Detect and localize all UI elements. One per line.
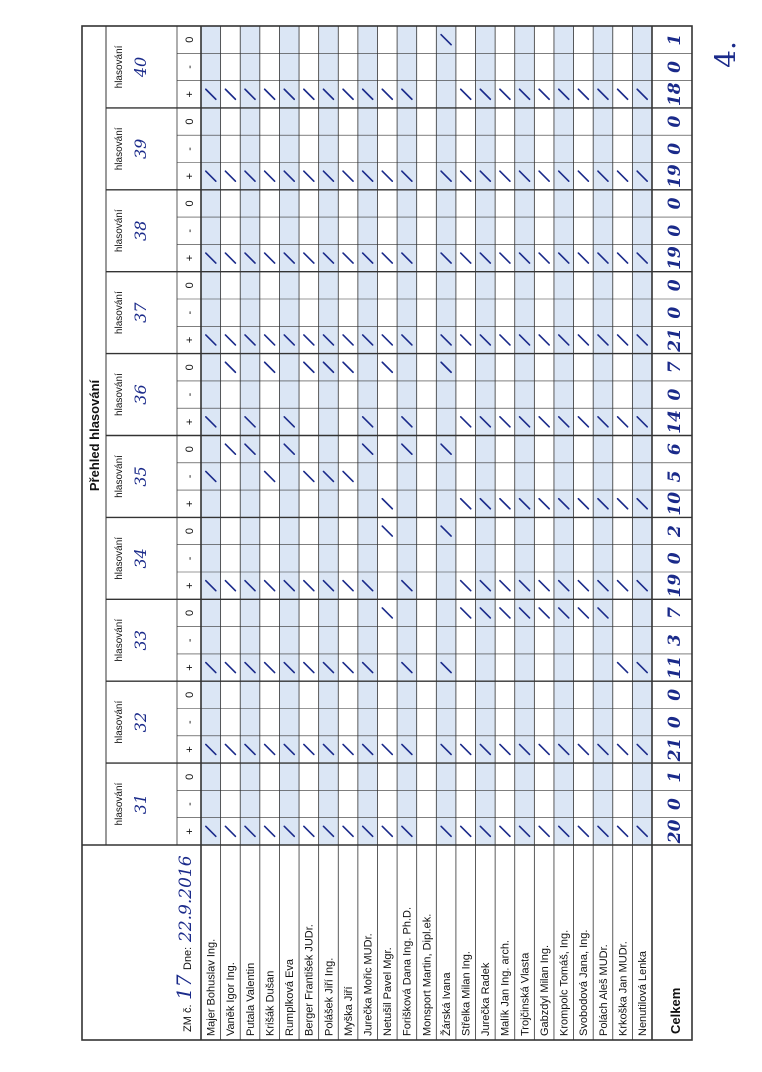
vote-label: hlasování (114, 618, 125, 662)
member-name: Jurečka Mořic MUDr. (362, 933, 375, 1036)
vote-mark (461, 826, 471, 836)
vote-mark (618, 744, 628, 754)
vote-mark (461, 253, 471, 263)
vote-label: hlasování (114, 127, 125, 171)
vote-mark (461, 335, 471, 345)
vote-mark (225, 362, 235, 372)
vote-mark (539, 417, 549, 427)
member-name: Vaněk Igor Ing. (225, 962, 238, 1036)
vote-mark (539, 89, 549, 99)
vote-mark (539, 581, 549, 591)
vote-mark (265, 362, 275, 372)
total-value: 7 (665, 361, 685, 374)
sub-header: - (184, 720, 196, 724)
vote-mark (382, 253, 392, 263)
date-value: 22.9.2016 (176, 855, 196, 942)
total-value: 19 (665, 246, 685, 270)
vote-mark (304, 253, 314, 263)
vote-mark (265, 663, 275, 673)
vote-mark (225, 335, 235, 345)
vote-number: 31 (131, 793, 150, 815)
vote-mark (225, 663, 235, 673)
sub-header: 0 (184, 773, 196, 780)
vote-mark (225, 89, 235, 99)
vote-mark (304, 663, 314, 673)
vote-number: 38 (131, 220, 150, 241)
vote-mark (539, 253, 549, 263)
vote-mark (343, 744, 353, 754)
sub-header: 0 (184, 691, 196, 698)
vote-mark (382, 362, 392, 372)
vote-mark (618, 417, 628, 427)
vote-label: hlasování (114, 455, 125, 498)
vote-mark (578, 499, 588, 509)
sub-header: + (184, 418, 196, 426)
member-name: Střelka Milan Ing. (460, 951, 473, 1036)
vote-label: hlasování (114, 782, 125, 826)
vote-mark (578, 581, 588, 591)
member-name: Krompolc Tomáš, Ing. (558, 929, 571, 1036)
vote-mark (539, 608, 549, 618)
vote-mark (304, 362, 314, 372)
vote-mark (539, 499, 549, 509)
total-label: Celkem (668, 987, 683, 1034)
total-value: 2 (665, 525, 685, 537)
vote-mark (500, 335, 510, 345)
vote-mark (304, 744, 314, 754)
vote-mark (265, 89, 275, 99)
sub-header: 0 (184, 118, 196, 125)
vote-label: hlasování (114, 536, 125, 580)
vote-mark (382, 526, 392, 536)
vote-mark (618, 581, 628, 591)
vote-mark (578, 608, 588, 618)
vote-mark (343, 362, 353, 372)
total-value: 10 (665, 491, 685, 516)
vote-mark (343, 581, 353, 591)
sub-header: - (184, 65, 196, 69)
member-name: Netušil Pavel Mgr. (382, 947, 395, 1036)
sub-header: - (184, 474, 196, 479)
vote-mark (618, 253, 628, 263)
vote-mark (578, 335, 588, 345)
vote-mark (578, 253, 588, 263)
total-value: 20 (665, 819, 685, 844)
vote-label: hlasování (114, 373, 125, 416)
member-name: Žárská Ivana (440, 972, 453, 1036)
vote-mark (461, 171, 471, 181)
vote-mark (539, 335, 549, 345)
sub-header: + (184, 172, 196, 180)
total-value: 6 (665, 443, 685, 456)
vote-mark (265, 335, 275, 345)
sub-header: + (184, 336, 196, 344)
member-name: Rumplková Eva (284, 958, 297, 1036)
vote-mark (578, 89, 588, 99)
vote-mark (500, 581, 510, 591)
member-name: Trojčinská Vlasta (519, 952, 532, 1036)
vote-number: 32 (131, 711, 150, 733)
vote-mark (382, 499, 392, 509)
member-name: Malík Jan Ing. arch. (499, 940, 512, 1036)
sub-header: - (184, 310, 196, 315)
vote-number: 35 (131, 466, 150, 487)
member-name: Krkoška Jan MUDr. (617, 941, 630, 1036)
member-name: Berger František JUDr. (303, 924, 316, 1036)
vote-mark (578, 171, 588, 181)
total-value: 3 (665, 634, 685, 647)
vote-mark (500, 417, 510, 427)
member-name: Majer Bohuslav Ing. (205, 938, 218, 1036)
total-value: 0 (665, 115, 685, 128)
member-name: Polášek Jiří Ing. (323, 957, 336, 1036)
vote-mark (265, 171, 275, 181)
member-name: Krišák Dušan (264, 970, 277, 1036)
vote-mark (618, 171, 628, 181)
total-value: 0 (665, 142, 685, 155)
vote-mark (265, 581, 275, 591)
sub-header: 0 (184, 446, 196, 453)
sub-header: 0 (184, 200, 196, 207)
vote-mark (500, 499, 510, 509)
vote-mark (382, 335, 392, 345)
sub-header: + (184, 500, 196, 507)
total-value: 21 (665, 328, 685, 352)
vote-mark (578, 417, 588, 427)
vote-mark (382, 608, 392, 618)
vote-mark (618, 89, 628, 99)
sub-header: + (184, 828, 196, 835)
member-name: Putala Valentin (244, 962, 257, 1036)
vote-mark (500, 171, 510, 181)
total-value: 0 (665, 306, 685, 319)
total-value: 0 (665, 61, 685, 73)
total-value: 7 (665, 607, 685, 619)
total-value: 0 (665, 197, 685, 210)
vote-mark (500, 608, 510, 618)
vote-mark (500, 744, 510, 754)
vote-mark (618, 335, 628, 345)
sub-header: + (184, 664, 196, 671)
sub-header: 0 (184, 609, 196, 617)
member-name: Forišková Dana Ing. Ph.D. (401, 906, 414, 1036)
vote-mark (618, 663, 628, 673)
vote-label: hlasování (114, 291, 125, 335)
vote-mark (265, 826, 275, 836)
vote-mark (461, 581, 471, 591)
vote-mark (225, 581, 235, 591)
total-value: 19 (665, 573, 685, 598)
vote-mark (382, 744, 392, 754)
sub-header: - (184, 147, 196, 151)
total-value: 11 (665, 655, 685, 680)
total-value: 14 (665, 410, 685, 434)
vote-mark (265, 471, 275, 481)
vote-mark (265, 744, 275, 754)
vote-mark (343, 89, 353, 99)
vote-label: hlasování (114, 45, 125, 89)
total-value: 1 (665, 770, 685, 783)
vote-number: 40 (131, 56, 150, 78)
member-name: Svobodová Jana, Ing. (578, 929, 591, 1036)
total-value: 0 (665, 798, 685, 810)
vote-mark (461, 499, 471, 509)
total-value: 5 (665, 470, 685, 483)
vote-mark (539, 171, 549, 181)
vote-mark (578, 826, 588, 836)
vote-mark (500, 253, 510, 263)
vote-mark (461, 417, 471, 427)
vote-mark (304, 335, 314, 345)
total-value: 0 (665, 688, 685, 701)
sub-header: + (184, 746, 196, 753)
sub-header: 0 (184, 364, 196, 371)
total-value: 0 (665, 716, 685, 729)
vote-mark (618, 826, 628, 836)
vote-mark (343, 663, 353, 673)
vote-label: hlasování (114, 209, 125, 253)
total-value: 1 (665, 33, 685, 46)
vote-mark (225, 744, 235, 754)
vote-mark (343, 335, 353, 345)
vote-mark (343, 826, 353, 836)
total-value: 18 (665, 82, 685, 107)
total-value: 19 (665, 164, 685, 188)
vote-mark (265, 253, 275, 263)
vote-number: 33 (131, 630, 150, 651)
vote-mark (461, 744, 471, 754)
vote-mark (382, 826, 392, 836)
vote-mark (225, 826, 235, 836)
total-value: 0 (665, 224, 685, 237)
vote-mark (343, 471, 353, 481)
vote-mark (539, 744, 549, 754)
vote-mark (304, 581, 314, 591)
sub-header: + (184, 254, 196, 262)
sub-header: + (184, 91, 196, 98)
meeting-label: ZM č. (182, 1004, 194, 1032)
vote-mark (225, 444, 235, 454)
sub-header: - (184, 556, 196, 561)
vote-mark (304, 826, 314, 836)
date-label: Dne: (182, 946, 194, 970)
member-name: Myška Jiří (342, 986, 355, 1036)
sub-header: - (184, 802, 196, 806)
vote-mark (500, 89, 510, 99)
vote-mark (539, 826, 549, 836)
vote-mark (382, 89, 392, 99)
member-name: Nenutilová Lenka (637, 950, 649, 1036)
page-number: 4. (708, 41, 742, 68)
total-value: 21 (665, 737, 685, 762)
table-title: Přehled hlasování (87, 379, 102, 492)
vote-mark (304, 471, 314, 481)
vote-number: 34 (131, 548, 150, 569)
sub-header: 0 (184, 36, 196, 43)
total-value: 0 (665, 279, 685, 292)
vote-mark (225, 171, 235, 181)
sub-header: + (184, 582, 196, 589)
sub-header: 0 (184, 282, 196, 289)
total-value: 0 (665, 388, 685, 401)
member-name: Jurečka Radek (480, 962, 493, 1036)
vote-mark (461, 89, 471, 99)
sub-header: - (184, 638, 196, 643)
vote-mark (343, 253, 353, 263)
vote-number: 39 (131, 138, 150, 160)
vote-mark (618, 499, 628, 509)
member-name: Gabzdyl Milan Ing. (538, 944, 551, 1036)
member-name: Monsport Martin, Dipl.ek. (421, 913, 434, 1036)
vote-number: 36 (131, 384, 150, 405)
vote-number: 37 (131, 302, 150, 323)
sub-header: - (184, 392, 196, 397)
vote-mark (343, 171, 353, 181)
meeting-number: 17 (172, 974, 196, 1000)
vote-mark (225, 253, 235, 263)
vote-mark (461, 608, 471, 618)
vote-label: hlasování (114, 700, 125, 744)
sub-header: 0 (184, 527, 196, 535)
vote-mark (304, 89, 314, 99)
total-value: 0 (665, 552, 685, 565)
vote-mark (500, 826, 510, 836)
vote-table (82, 26, 692, 1040)
vote-mark (382, 171, 392, 181)
member-name: Polách Aleš MUDr. (597, 944, 610, 1036)
vote-mark (304, 171, 314, 181)
vote-mark (578, 744, 588, 754)
sub-header: - (184, 228, 196, 233)
